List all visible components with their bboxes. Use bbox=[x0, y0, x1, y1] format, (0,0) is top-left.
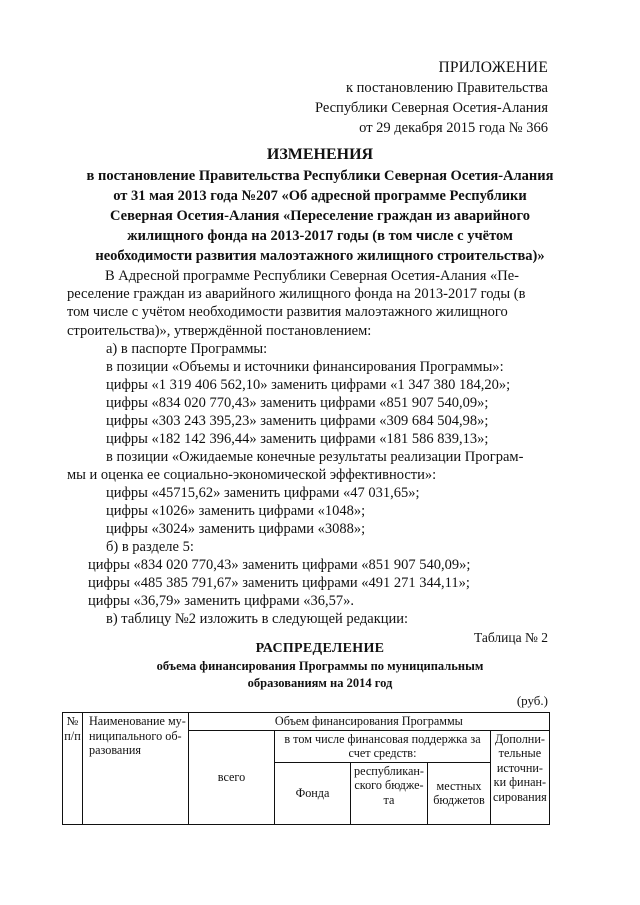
header-cell-total: всего bbox=[189, 730, 275, 824]
changes-title: ИЗМЕНЕНИЯ bbox=[266, 146, 374, 163]
heading-line-2: от 31 мая 2013 года №207 «Об адресной программе Республики bbox=[113, 188, 527, 204]
item-expected-position-2: мы и оценка ее социально-экономической эффективности»: bbox=[67, 467, 437, 483]
distribution-subtitle-2: образованиям на 2014 год bbox=[247, 676, 393, 690]
appendix-title: ПРИЛОЖЕНИЕ bbox=[438, 59, 548, 76]
header-cell-republic: республикан-ского бюдже-та bbox=[351, 762, 428, 824]
table-number-label: Таблица № 2 bbox=[474, 630, 548, 645]
header-cell-num bbox=[63, 713, 83, 825]
changes-heading bbox=[50, 144, 590, 266]
appendix-line-3: от 29 декабря 2015 года № 366 bbox=[359, 120, 548, 136]
intro-paragraph bbox=[67, 267, 547, 340]
header-cell-name: Наименование му-ниципального об-разования bbox=[83, 713, 189, 825]
header-num-line-2: п/п bbox=[64, 728, 81, 743]
financing-change-2: цифры «834 020 770,43» заменить цифрами «851 907 540,09»; bbox=[106, 395, 489, 411]
intro-line-4: строительства)», утверждённой постановлением: bbox=[67, 322, 372, 339]
section-change-1: цифры «834 020 770,43» заменить цифрами «851 907 540,09»; bbox=[88, 557, 471, 573]
item-financing-position: в позиции «Объемы и источники финансирования Программы»: bbox=[106, 359, 504, 375]
expected-change-2: цифры «1026» заменить цифрами «1048»; bbox=[106, 503, 366, 519]
header-cell-local: местных бюджетов bbox=[428, 762, 491, 824]
units-label: (руб.) bbox=[516, 693, 548, 708]
header-cell-volume: Объем финансирования Программы bbox=[189, 713, 550, 731]
expected-change-1: цифры «45715,62» заменить цифрами «47 031,65»; bbox=[106, 485, 420, 501]
section-change-2: цифры «485 385 791,67» заменить цифрами «491 271 344,11»; bbox=[88, 575, 470, 591]
financing-change-1: цифры «1 319 406 562,10» заменить цифрами «1 347 380 184,20»; bbox=[106, 377, 511, 393]
appendix-block bbox=[315, 58, 548, 138]
appendix-line-1: к постановлению Правительства bbox=[346, 80, 548, 96]
appendix-line-2: Республики Северная Осетия-Алания bbox=[314, 100, 548, 116]
financing-change-3: цифры «303 243 395,23» заменить цифрами «309 684 504,98»; bbox=[106, 413, 489, 429]
intro-line-1: В Адресной программе Республики Северная Осетия-Алания «Пе- bbox=[105, 268, 519, 284]
item-expected-position-1: в позиции «Ожидаемые конечные результаты реализации Програм- bbox=[106, 449, 524, 465]
heading-line-5: необходимости развития малоэтажного жилищного строительства)» bbox=[95, 248, 545, 264]
item-b-section: б) в разделе 5: bbox=[106, 539, 194, 555]
item-v-table: в) таблицу №2 изложить в следующей редакции: bbox=[106, 611, 409, 627]
financing-change-4: цифры «182 142 396,44» заменить цифрами «181 586 839,13»; bbox=[106, 431, 489, 447]
distribution-subtitle-1: объема финансирования Программы по муниципальным bbox=[156, 659, 484, 673]
distribution-title: РАСПРЕДЕЛЕНИЕ bbox=[255, 641, 385, 656]
expected-change-3: цифры «3024» заменить цифрами «3088»; bbox=[106, 521, 366, 537]
item-a-passport: а) в паспорте Программы: bbox=[106, 341, 268, 357]
intro-line-3: том числе с учётом необходимости развития малоэтажного жилищного bbox=[67, 304, 508, 321]
heading-line-4: жилищного фонда на 2013-2017 годы (в том числе с учётом bbox=[127, 228, 513, 244]
header-cell-fund: Фонда bbox=[275, 762, 351, 824]
section-change-3: цифры «36,79» заменить цифрами «36,57». bbox=[88, 593, 355, 609]
header-num-line-1: № bbox=[66, 714, 79, 728]
heading-line-3: Северная Осетия-Алания «Переселение граждан из аварийного bbox=[110, 208, 530, 224]
table-header-row-1 bbox=[63, 713, 550, 731]
distribution-title-block bbox=[60, 640, 580, 692]
header-cell-additional: Дополни-тельные источни-ки финан-сирования bbox=[491, 730, 550, 824]
header-cell-incl: в том числе финансовая поддержка за счет средств: bbox=[275, 730, 491, 762]
financing-table bbox=[62, 712, 550, 825]
heading-line-1: в постановление Правительства Республики Северная Осетия-Алания bbox=[86, 168, 554, 184]
intro-line-2: реселение граждан из аварийного жилищного фонда на 2013-2017 годы (в bbox=[67, 286, 526, 303]
